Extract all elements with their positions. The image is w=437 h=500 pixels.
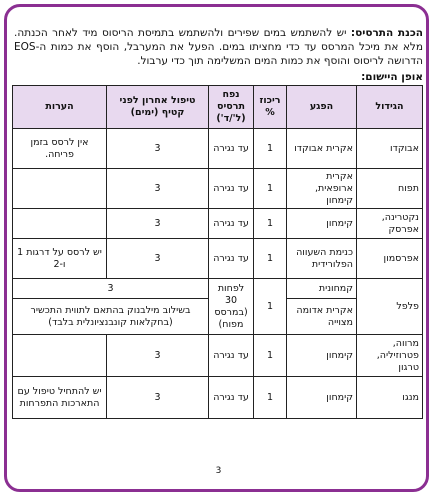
table-row (13, 377, 423, 419)
application-table (12, 85, 423, 419)
header-conc: ריכוז % (254, 86, 287, 129)
cell-phi: 3 (107, 335, 209, 377)
header-volume: נפח תרסיס (ל'/ד') (209, 86, 254, 129)
cell-pest: אקרית אדומה מצוייה (287, 299, 357, 335)
cell-notes: בשילוב מילבנוק בהתאם לתווית התכשיר (בחקלאות קונבנציונלית בלבד) (13, 299, 209, 335)
cell-pest: אקרית אבוקדו (287, 129, 357, 169)
prep-text: יש להשתמש במים שפירים ולהשתמש בתמיסת הריסוס מיד לאחר הכנתה. מלא את מיכל המרסס עד כדי מחציתו במים. הפעל את המערבל, הוסף את כמות ה-EOS הדרושה לריסוס והוסף את כמות המים המשלימה תוך כדי ערבול. (14, 27, 423, 67)
header-phi: טיפול אחרון לפני קטיף (ימים) (107, 86, 209, 129)
prep-paragraph (14, 26, 423, 68)
cell-pest: קימחון (287, 335, 357, 377)
table-row (13, 169, 423, 209)
cell-volume: עד נגירה (209, 335, 254, 377)
cell-volume: עד נגירה (209, 169, 254, 209)
cell-conc: 1 (254, 279, 287, 335)
cell-crop: מנגו (357, 377, 423, 419)
cell-volume: עד נגירה (209, 377, 254, 419)
cell-conc: 1 (254, 377, 287, 419)
usage-heading: אופן היישום: (361, 71, 423, 83)
cell-crop: אבוקדו (357, 129, 423, 169)
cell-volume: עד נגירה (209, 209, 254, 239)
cell-volume: עד נגירה (209, 239, 254, 279)
cell-crop: תפוח (357, 169, 423, 209)
cell-pest: קימחון (287, 209, 357, 239)
table-header-row (13, 86, 423, 129)
header-notes: הערות (13, 86, 107, 129)
cell-crop: פלפל (357, 279, 423, 335)
cell-phi: 3 (107, 377, 209, 419)
cell-crop: אפרסמון (357, 239, 423, 279)
header-crop: הגידול (357, 86, 423, 129)
cell-pest: אקרית ארופאית, קימחון (287, 169, 357, 209)
cell-phi: 3 (13, 279, 209, 299)
cell-volume: עד נגירה (209, 129, 254, 169)
header-pest: הפגע (287, 86, 357, 129)
cell-conc: 1 (254, 335, 287, 377)
table-row (13, 335, 423, 377)
cell-volume: לפחות 30 (במרסס מפוח) (209, 279, 254, 335)
table-row-pepper-1 (13, 279, 423, 299)
cell-phi: 3 (107, 129, 209, 169)
cell-conc: 1 (254, 129, 287, 169)
cell-conc: 1 (254, 239, 287, 279)
page-number: 3 (215, 466, 222, 476)
cell-notes (13, 209, 107, 239)
cell-phi: 3 (107, 239, 209, 279)
cell-pest: כנימת השעווה הפלורידית (287, 239, 357, 279)
prep-label: הכנת התרסיס: (350, 27, 423, 39)
cell-pest: קמחונית (287, 279, 357, 299)
table-row (13, 129, 423, 169)
cell-notes (13, 169, 107, 209)
cell-conc: 1 (254, 209, 287, 239)
cell-notes (13, 335, 107, 377)
cell-crop: מרווה, פטרוזיליה, טרגון (357, 335, 423, 377)
cell-crop: נקטרינה, אפרסק (357, 209, 423, 239)
cell-conc: 1 (254, 169, 287, 209)
cell-notes: אין לרסס בזמן פריחה. (13, 129, 107, 169)
table-row (13, 239, 423, 279)
cell-notes: יש לרסס על דרגות 1 ו-2 (13, 239, 107, 279)
table-row (13, 209, 423, 239)
cell-phi: 3 (107, 209, 209, 239)
document-body (14, 26, 423, 419)
cell-pest: קימחון (287, 377, 357, 419)
cell-notes: יש להתחיל טיפול עם התארכות התפרחות (13, 377, 107, 419)
cell-phi: 3 (107, 169, 209, 209)
